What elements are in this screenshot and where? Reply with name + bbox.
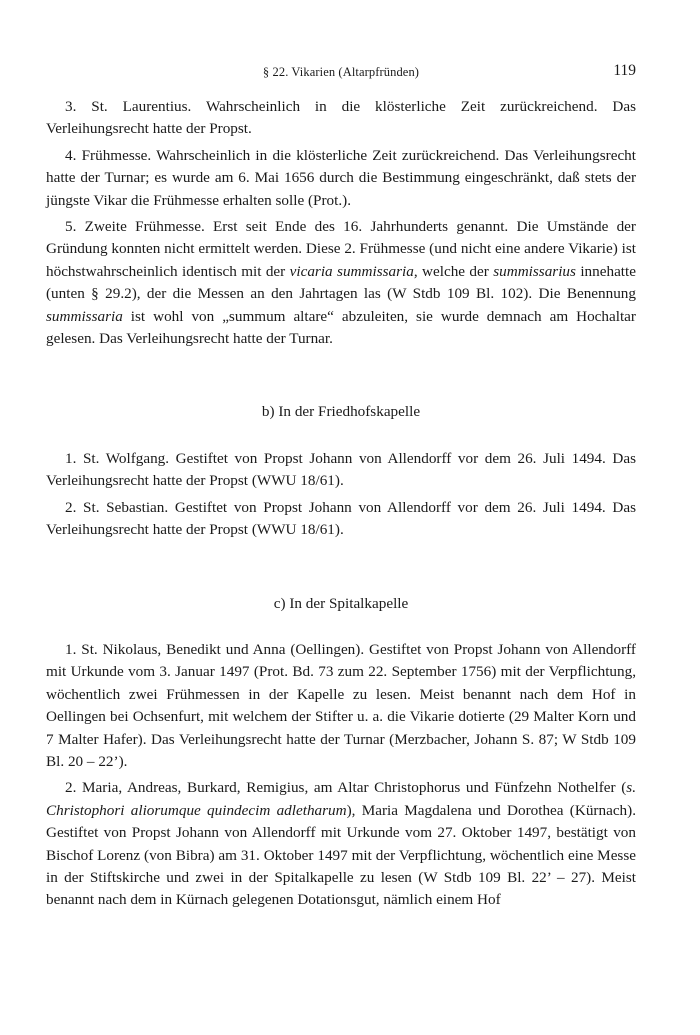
paragraph-wolfgang — [46, 448, 636, 493]
text-segment: innehatte (unten § 29.2), der die Messen an den Jahrtagen las (W Stdb 109 Bl. 102). Die Benennung — [46, 262, 636, 303]
section-gap — [46, 615, 636, 639]
running-title: § 22. Vikarien (Altarpfründen) — [262, 65, 420, 79]
text-segment: 5. Zweite Frühmesse. Erst seit Ende des 16. Jahrhunderts genannt. Die Umstände der Gründung konnten nicht ermittelt werden. Diese 2. Frühmesse (und nicht eine andere Vikarie) ist höchstwahrscheinlich identisch mit der — [46, 218, 636, 280]
paragraph-sebastian — [46, 497, 636, 542]
text-segment: 4. Frühmesse. Wahrscheinlich in die klösterliche Zeit zurückreichend. Das Verleihungsrecht hatte der Turnar; es wurde am 6. Mai 1656 durch die Bestimmung eingeschränkt, daß stets der jüngste Vikar die Frühmesse erhalten solle (Prot.). — [46, 146, 636, 209]
paragraph-maria-andreas — [46, 777, 636, 911]
paragraph-zweite-fruehmesse — [46, 216, 636, 350]
text-segment: ist wohl von „summum altare“ abzuleiten, sie wurde demnach am Hochaltar gelesen. Das Verleihungsrecht hatte der Turnar. — [46, 307, 636, 348]
text-segment: 2. Maria, Andreas, Burkard, Remigius, am Altar Christophorus und Fünfzehn Nothelfer ( — [65, 779, 627, 797]
page-body — [46, 96, 636, 916]
paragraph-nikolaus — [46, 639, 636, 773]
text-segment: , welche der — [413, 262, 494, 280]
section-gap — [46, 354, 636, 401]
running-head — [46, 62, 636, 82]
text-segment: 1. St. Wolfgang. Gestiftet von Propst Johann von Allendorff vor dem 26. Juli 1494. Das Verleihungsrecht hatte der Propst (WWU 18/61). — [46, 449, 636, 490]
italic-term: summissarius — [493, 262, 576, 280]
page-number: 119 — [613, 62, 636, 79]
text-segment: ), Maria Magdalena und Dorothea (Kürnach). Gestiftet von Propst Johann von Allendorff mit Urkunde vom 27. Oktober 1497, bestätigt von Bischof Lorenz (von Bibra) am 31. Oktober 1497 mit der Verpflichtung, wöchentlich eine Messe in der Stiftskirche und zwei in der Spitalkapelle zu lesen (W Stdb 109 Bl. 22’ – 27). Meist benannt nach dem in Kürnach gelegenen Dotationsgut, nämlich einem Hof — [46, 801, 637, 909]
italic-term: s. Christophori aliorumque quindecim adletharum — [46, 779, 636, 819]
paragraph-fruehmesse — [46, 145, 636, 212]
section-gap — [46, 424, 636, 448]
section-gap — [46, 546, 636, 593]
text-segment: 1. St. Nikolaus, Benedikt und Anna (Oellingen). Gestiftet von Propst Johann von Allendorff mit Urkunde vom 3. Januar 1497 (Prot. Bd. 73 zum 22. September 1756) mit der Verpflichtung, wöchentlich zwei Frühmessen in der Kapelle zu lesen. Meist benannt nach dem Hof in Oellingen bei Ochsenfurt, mit welchem der Stifter u. a. die Vikarie dotierte (29 Malter Korn und 7 Malter Hafer). Das Verleihungsrecht hatte der Turnar (Merzbacher, Johann S. 87; W Stdb 109 Bl. 20 – 22’). — [46, 640, 636, 770]
text-segment: 2. St. Sebastian. Gestiftet von Propst Johann von Allendorff vor dem 26. Juli 1494. Das Verleihungsrecht hatte der Propst (WWU 18/61). — [46, 498, 636, 539]
section-heading-friedhofskapelle: b) In der Friedhofskapelle — [261, 403, 421, 421]
section-heading-spitalkapelle: c) In der Spitalkapelle — [273, 594, 409, 612]
text-segment: 3. St. Laurentius. Wahrscheinlich in die klösterliche Zeit zurückreichend. Das Verleihungsrecht hatte der Propst. — [46, 98, 636, 138]
paragraph-laurentius — [46, 96, 636, 141]
italic-term: summissaria — [46, 307, 123, 325]
italic-term: vicaria summissaria — [289, 262, 414, 280]
